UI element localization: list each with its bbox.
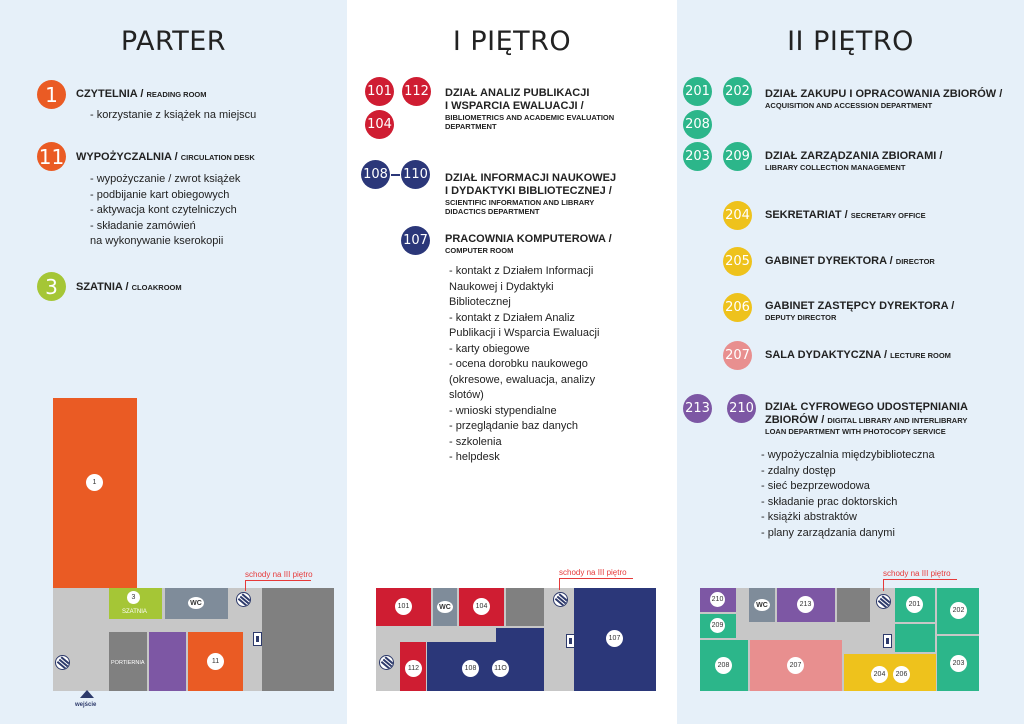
room-210-badge: 210 — [727, 394, 756, 423]
room-3-badge: 3 — [37, 272, 66, 301]
lecture-room-title: SALA DYDAKTYCZNA / LECTURE ROOM — [765, 349, 951, 361]
room-110-marker: 11O — [492, 660, 509, 677]
stairs-icon — [553, 592, 568, 607]
reading-room-title: CZYTELNIA / READING ROOM — [76, 88, 207, 100]
room-208-marker: 208 — [715, 657, 732, 674]
room-210-area — [700, 588, 736, 612]
porter-area — [109, 632, 147, 691]
room-210-marker: 210 — [710, 592, 725, 607]
computer-room-title: PRACOWNIA KOMPUTEROWA / COMPUTER ROOM — [445, 233, 612, 255]
entrance-label: wejście — [75, 702, 97, 708]
room-104-marker: 104 — [473, 598, 490, 615]
evaluation-dept-title: DZIAŁ ANALIZ PUBLIKACJI I WSPARCIA EWALUACJI / BIBLIOMETRICS AND ACADEMIC EVALUATION DEPARTMENT — [445, 87, 615, 131]
second-floor-details: - wypożyczalnia międzybiblioteczna - zdalny dostęp - sieć bezprzewodowa - składanie prac doktorskich - książki abstraktów - plany zarządzania danymi — [761, 449, 935, 539]
porter-label: PORTIERNIA — [111, 660, 145, 666]
stairs-label: schody na III piętro — [883, 569, 951, 578]
wc-marker: WC — [188, 597, 204, 609]
stairs-icon — [876, 594, 891, 609]
first-floor-details: - kontakt z Działem Informacji Naukowej i Dydaktyki Bibliotecznej - kontakt z Działem Analiz Publikacji i Wsparcia Ewaluacji - karty obiegowe - ocena dorobku naukowego (okresowe, ewaluacja, analizy slotów) - wnioski stypendialne - przeglądanie baz danych - szkolenia - helpdesk — [449, 265, 600, 463]
storage-area — [837, 588, 870, 622]
room-208-badge: 208 — [683, 110, 712, 139]
room-204-marker: 204 — [871, 666, 888, 683]
stairs-label: schody na III piętro — [559, 568, 627, 577]
circulation-desk-details: - wypożyczanie / zwrot książek - podbijanie kart obiegowych - aktywacja kont czytelniczych - składanie zamówień na wykonywanie kserokopii — [90, 173, 241, 247]
room-112-badge: 112 — [402, 77, 431, 106]
room-202-marker: 202 — [950, 602, 967, 619]
room-206-marker: 206 — [893, 666, 910, 683]
room-213-badge: 213 — [683, 394, 712, 423]
second-floor-column — [677, 0, 1024, 724]
room-201-marker: 201 — [906, 596, 923, 613]
room-104-badge: 104 — [365, 110, 394, 139]
room-108-marker: 108 — [462, 660, 479, 677]
room-206-badge: 206 — [723, 293, 752, 322]
room-112-marker: 112 — [405, 660, 422, 677]
cloakroom-label: SZATNIA — [122, 609, 147, 615]
room-112-area — [400, 642, 426, 691]
room-201-badge: 201 — [683, 77, 712, 106]
room-209-area — [700, 614, 736, 638]
room-203-badge: 203 — [683, 142, 712, 171]
storage-area — [506, 588, 544, 626]
room-202-badge: 202 — [723, 77, 752, 106]
room-11-badge: 11 — [37, 142, 66, 171]
stairs-line — [883, 579, 957, 580]
wc-marker: WC — [437, 601, 453, 613]
room-108-badge: 108 — [361, 160, 390, 189]
room-204-206-area — [844, 654, 936, 691]
room-108-110-area — [427, 642, 544, 691]
wc-marker: WC — [754, 599, 770, 611]
stairs-icon — [236, 592, 251, 607]
purple-area — [149, 632, 186, 691]
stairs-icon — [379, 655, 394, 670]
entrance-arrow-icon — [80, 690, 94, 698]
stairs-line — [559, 578, 633, 579]
stairs-line-vertical — [883, 579, 884, 591]
room-209-badge: 209 — [723, 142, 752, 171]
room-11-marker: 11 — [207, 653, 224, 670]
director-title: GABINET DYREKTORA / DIRECTOR — [765, 255, 935, 267]
storage-area — [262, 588, 334, 691]
room-107-area — [574, 588, 656, 691]
room-207-badge: 207 — [723, 341, 752, 370]
circulation-desk-area — [188, 632, 243, 691]
deputy-director-title: GABINET ZASTĘPCY DYREKTORA / DEPUTY DIRECTOR — [765, 300, 955, 322]
wc-area — [749, 588, 775, 622]
elevator-icon — [566, 634, 575, 648]
cloakroom-title: SZATNIA / CLOAKROOM — [76, 281, 182, 293]
green-area — [895, 624, 935, 652]
room-207-area — [750, 640, 842, 691]
room-104-area — [459, 588, 504, 626]
room-207-marker: 207 — [787, 657, 804, 674]
stairs-label: schody na III piętro — [245, 570, 313, 579]
reading-room-area — [53, 398, 137, 588]
second-floor-title: II PIĘTRO — [787, 26, 914, 57]
collection-mgmt-title: DZIAŁ ZARZĄDZANIA ZBIORAMI / LIBRARY COLLECTION MANAGEMENT — [765, 150, 943, 172]
scientific-info-dept-title: DZIAŁ INFORMACJI NAUKOWEJ I DYDAKTYKI BIBLIOTECZNEJ / SCIENTIFIC INFORMATION AND LIBRARY DIDACTICS DEPARTMENT — [445, 172, 617, 216]
room-1-marker: 1 — [86, 474, 103, 491]
first-floor-column — [347, 0, 677, 724]
secretary-title: SEKRETARIAT / SECRETARY OFFICE — [765, 209, 926, 221]
elevator-icon — [883, 634, 892, 648]
room-3-marker: 3 — [127, 591, 140, 604]
room-101-marker: 101 — [395, 598, 412, 615]
room-108-110-area-top — [496, 628, 544, 642]
stairs-icon — [55, 655, 70, 670]
range-dash — [391, 174, 400, 176]
stairs-line-vertical — [245, 580, 246, 591]
first-floor-title: I PIĘTRO — [452, 26, 572, 57]
room-110-badge: 110 — [401, 160, 430, 189]
room-208-area — [700, 640, 748, 691]
room-203-area — [937, 636, 979, 691]
circulation-desk-title: WYPOŻYCZALNIA / CIRCULATION DESK — [76, 151, 255, 163]
stairs-line-vertical — [559, 578, 560, 590]
room-202-area — [937, 588, 979, 634]
room-1-badge: 1 — [37, 80, 66, 109]
elevator-icon — [253, 632, 262, 646]
stairs-line — [245, 580, 311, 581]
parter-title: PARTER — [120, 26, 227, 57]
room-213-marker: 213 — [797, 596, 814, 613]
room-203-marker: 203 — [950, 655, 967, 672]
parter-column — [0, 0, 347, 724]
room-201-area — [895, 588, 935, 622]
room-101-badge: 101 — [365, 77, 394, 106]
room-205-badge: 205 — [723, 247, 752, 276]
room-204-badge: 204 — [723, 201, 752, 230]
wc-area — [165, 588, 228, 619]
room-209-marker: 209 — [710, 618, 725, 633]
room-107-marker: 107 — [606, 630, 623, 647]
reading-room-details: - korzystanie z książek na miejscu — [90, 109, 257, 121]
room-213-area — [777, 588, 835, 622]
room-101-area — [376, 588, 431, 626]
wc-area — [433, 588, 457, 626]
cloakroom-area — [109, 588, 162, 619]
digital-library-title: DZIAŁ CYFROWEGO UDOSTĘPNIANIA ZBIORÓW / DIGITAL LIBRARY AND INTERLIBRARY LOAN DEPARTMENT WITH PHOTOCOPY SERVICE — [765, 401, 968, 436]
acquisition-dept-title: DZIAŁ ZAKUPU I OPRACOWANIA ZBIORÓW / ACQUISITION AND ACCESSION DEPARTMENT — [765, 88, 1003, 110]
room-107-badge: 107 — [401, 226, 430, 255]
